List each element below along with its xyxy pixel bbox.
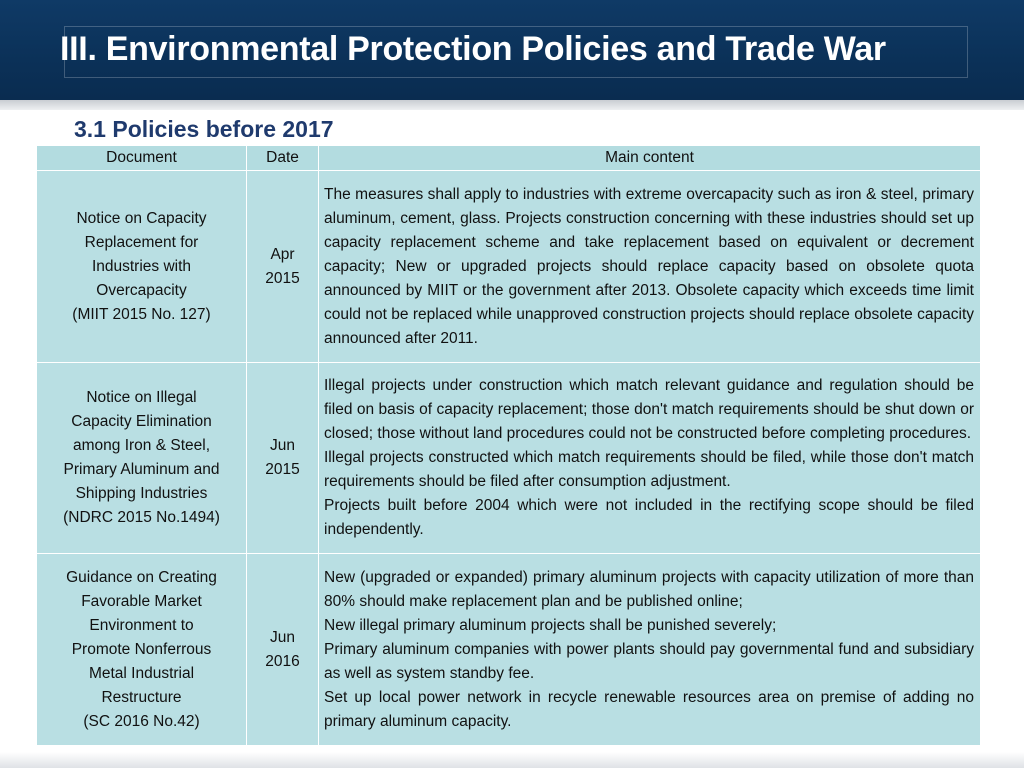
date-year: 2015 [265, 269, 300, 287]
content-cell [319, 363, 981, 554]
document-line: (MIIT 2015 No. 127) [72, 305, 211, 323]
content-paragraph: Illegal projects constructed which match requirements should be filed, while those don't match requirements should be filed after consumption adjustment. [324, 449, 974, 490]
document-cell [37, 171, 247, 363]
document-line: (NDRC 2015 No.1494) [63, 509, 220, 526]
content-paragraph: Set up local power network in recycle renewable resources area on premise of adding no primary aluminum capacity. [324, 688, 974, 730]
table-row [37, 171, 981, 363]
date-month: Apr [270, 245, 295, 263]
document-line: Favorable Market [81, 592, 202, 610]
document-line: Metal Industrial [88, 664, 195, 682]
date-cell [247, 363, 319, 554]
document-cell [37, 363, 247, 554]
content-cell [319, 554, 981, 746]
content-paragraph: The measures shall apply to industries with extreme overcapacity such as iron & steel, primary aluminum, cement, glass. Projects construction concerning with these industries should set up capacity replacement scheme and take replacement based on equivalent or decrement capacity; New or upgraded projects should replace capacity based on obsolete quota announced by MIIT or the government after 2013. Obsolete capacity which exceeds time limit could not be replaced while unapproved construction projects should replace obsolete capacity announced after 2011. [324, 185, 974, 347]
document-line: among Iron & Steel, [73, 437, 210, 454]
content-paragraph: New (upgraded or expanded) primary aluminum projects with capacity utilization of more than 80% should make replacement plan and be published online; [324, 568, 974, 610]
table-row [37, 554, 981, 746]
column-header-document: Document [37, 146, 247, 171]
document-line: Notice on Capacity [76, 209, 207, 227]
document-line: Notice on Illegal [86, 389, 197, 406]
document-line: Capacity Elimination [71, 413, 212, 430]
document-line: Primary Aluminum and [63, 461, 220, 478]
slide-title: III. Environmental Protection Policies and Trade War [60, 30, 886, 68]
section-subtitle: 3.1 Policies before 2017 [74, 116, 334, 142]
banner-shadow [0, 100, 1024, 110]
date-year: 2016 [265, 652, 300, 670]
document-line: Shipping Industries [75, 485, 208, 502]
document-line: Guidance on Creating [66, 568, 217, 586]
document-line: Replacement for [84, 233, 199, 251]
column-header-main-content: Main content [319, 146, 981, 171]
document-line: (SC 2016 No.42) [83, 712, 200, 730]
date-cell [247, 554, 319, 746]
content-cell [319, 171, 981, 363]
table-header-row [37, 146, 981, 171]
content-paragraph: Illegal projects under construction which match relevant guidance and regulation should be filed on basis of capacity replacement; those don't match requirements should be shut down or closed; those without land procedures could not be constructed before completing procedures. [324, 377, 974, 442]
document-cell [37, 554, 247, 746]
content-paragraph: New illegal primary aluminum projects shall be punished severely; [324, 616, 777, 634]
content-paragraph: Projects built before 2004 which were not included in the rectifying scope should be filed independently. [324, 497, 974, 538]
table-row [37, 363, 981, 554]
date-month: Jun [270, 437, 295, 454]
slide-bottom-edge [0, 752, 1024, 768]
document-line: Industries with [91, 257, 192, 275]
column-header-date: Date [247, 146, 319, 171]
document-line: Restructure [101, 688, 182, 706]
date-cell [247, 171, 319, 363]
document-line: Environment to [89, 616, 194, 634]
document-line: Overcapacity [96, 281, 187, 299]
policy-table [36, 145, 981, 746]
date-year: 2015 [265, 461, 300, 478]
title-banner [0, 0, 1024, 100]
content-paragraph: Primary aluminum companies with power plants should pay governmental fund and subsidiary as well as system standby fee. [324, 640, 974, 682]
date-month: Jun [270, 628, 295, 646]
document-line: Promote Nonferrous [71, 640, 212, 658]
